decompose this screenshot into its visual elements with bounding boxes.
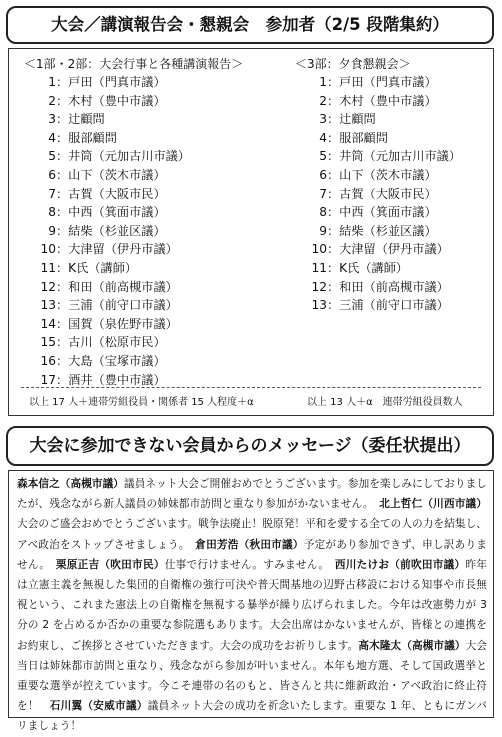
participant-number: 12 xyxy=(40,279,56,294)
participant-entry xyxy=(24,352,294,371)
participant-number: 17 xyxy=(40,372,56,387)
participant-number: 14 xyxy=(40,316,56,331)
participant-entry xyxy=(295,166,485,185)
participant-entry xyxy=(295,296,485,315)
participant-name: ：三浦（前守口市議） xyxy=(56,298,178,313)
participant-number: 13 xyxy=(311,298,327,313)
participant-name: ：辻顧問 xyxy=(327,112,376,127)
participant-entry xyxy=(24,259,294,278)
message-body: 大会のご盛会おめでとうございます。戦争法廃止！脱原発！平和を愛する全ての人の力を結集し、アベ政治をストップさせましょう。 xyxy=(17,518,487,551)
participant-number: 8 xyxy=(48,205,56,220)
participant-entry xyxy=(295,278,485,297)
participant-entry xyxy=(295,259,485,278)
message-author: 倉田芳浩（秋田市議） xyxy=(195,538,304,551)
participant-number: 11 xyxy=(311,260,327,275)
participant-name: ：結柴（杉並区議） xyxy=(327,223,437,238)
participant-name: ：K氏（講師） xyxy=(56,260,138,275)
participant-number: 10 xyxy=(40,242,56,257)
participants-title: 大会／講演報告会・懇親会 参加者（2/5 段階集約） xyxy=(6,6,494,44)
participant-number: 1 xyxy=(319,75,327,89)
participant-name: ：国賀（泉佐野市議） xyxy=(56,316,178,331)
messages-panel xyxy=(8,470,494,733)
participant-entry xyxy=(295,185,485,204)
participant-number: 4 xyxy=(319,130,327,145)
participant-number: 8 xyxy=(319,205,327,220)
message-author: 森本信之（高槻市議） xyxy=(17,478,125,490)
participant-entry xyxy=(24,129,294,148)
participant-name: ：辻顧問 xyxy=(56,112,105,127)
participant-name: ：服部顧問 xyxy=(327,130,388,145)
participant-entry xyxy=(24,333,294,352)
participant-name: ：酒井（豊中市議） xyxy=(56,372,166,387)
participant-entry xyxy=(295,92,485,111)
participant-entry xyxy=(295,222,485,241)
messages-title: 大会に参加できない会員からのメッセージ（委任状提出） xyxy=(6,426,494,466)
participant-number: 6 xyxy=(48,167,56,182)
participant-number: 9 xyxy=(319,223,327,238)
participant-entry xyxy=(24,92,294,111)
message-body: 議員ネット大会の成功を祈念いたします。重要な 1 年、ともにガンバリましょう！ xyxy=(17,700,487,733)
participant-entry xyxy=(24,147,294,166)
participant-number: 4 xyxy=(48,130,56,145)
message-author: 西川たけお（前吹田市議） xyxy=(334,558,466,571)
participant-number: 5 xyxy=(48,149,56,164)
participant-entry xyxy=(24,185,294,204)
participant-number: 3 xyxy=(48,112,56,127)
sessions-1-2-header: ＜1部・2部：大会行事と各種講演報告＞ xyxy=(24,57,244,71)
participant-number: 10 xyxy=(311,242,327,257)
participant-entry xyxy=(24,73,294,92)
participant-entry xyxy=(295,73,485,92)
message-author: 石川翼（安威市議） xyxy=(49,700,148,713)
participant-name: ：K氏（講師） xyxy=(327,260,409,275)
participant-entry xyxy=(24,166,294,185)
participant-entry xyxy=(295,129,485,148)
participant-number: 2 xyxy=(319,93,327,108)
message-body: 大会当日は姉妹都市訪問と重なり、残念ながら参加が叶いません。本年も地方選、そして国政選挙と重要な選挙が控えています。今こそ連帯の名のもと、皆さんと共に維新政治・アベ政治に終止符を！ xyxy=(17,639,488,713)
participant-number: 3 xyxy=(319,112,327,127)
dinner-party-header: ＜3部：夕食懇親会＞ xyxy=(295,57,411,71)
participant-entry xyxy=(24,240,294,259)
participant-name: ：木村（豊中市議） xyxy=(327,93,437,108)
dinner-party-total: 以上 13 人＋α 連帯労組役員数人 xyxy=(307,397,463,408)
participant-entry xyxy=(295,203,485,222)
message-author: 高木隆太（高槻市議） xyxy=(358,639,466,652)
participant-name: ：大津留（伊丹市議） xyxy=(56,242,178,257)
participant-number: 1 xyxy=(48,75,56,89)
participant-name: ：山下（茨木市議） xyxy=(56,167,166,182)
participant-entry xyxy=(24,315,294,334)
participant-name: ：和田（前高槻市議） xyxy=(56,279,178,294)
message-body: 昨年は立憲主義を無視した集団的自衛権の強行可決や普天間基地の辺野古移設における知事や市長無視という、これまた憲法上の自衛権を無視する暴挙が繰り広げられました。今年は改憲勢力が 3 分の 2 を占めるか否かの重要な参院選もあります。大会出席はかないませんが、皆様との連携をお約束し、ご挨拶とさせていただきます。大会の成功をお祈りします。 xyxy=(17,558,488,652)
participant-entry xyxy=(24,296,294,315)
participant-name: ：大島（宝塚市議） xyxy=(56,353,166,368)
participant-number: 2 xyxy=(48,93,56,108)
participant-name: ：井筒（元加古川市議） xyxy=(56,149,191,164)
participant-number: 5 xyxy=(319,149,327,164)
participant-number: 11 xyxy=(40,260,56,275)
participant-name: ：大津留（伊丹市議） xyxy=(327,242,449,257)
participants-panel xyxy=(8,48,494,416)
participant-name: ：古賀（大阪市民） xyxy=(327,186,437,201)
divider xyxy=(21,387,481,388)
participant-name: ：服部顧問 xyxy=(56,130,117,145)
participant-entry xyxy=(24,278,294,297)
participant-number: 6 xyxy=(319,167,327,182)
sessions-1-2-list xyxy=(24,55,294,389)
sessions-1-2-total: 以上 17 人＋連帯労組役員・関係者 15 人程度＋α xyxy=(29,397,254,408)
participant-entry xyxy=(24,110,294,129)
participant-name: ：中西（箕面市議） xyxy=(56,205,166,220)
message-author: 北上哲仁（川西市議） xyxy=(379,498,488,511)
participant-entry xyxy=(295,147,485,166)
participant-name: ：中西（箕面市議） xyxy=(327,205,437,220)
participant-number: 9 xyxy=(48,223,56,238)
dinner-party-list xyxy=(295,55,485,315)
participant-entry xyxy=(24,222,294,241)
participant-entry xyxy=(295,110,485,129)
participant-name: ：三浦（前守口市議） xyxy=(327,298,449,313)
participant-name: ：山下（茨木市議） xyxy=(327,167,437,182)
participant-number: 15 xyxy=(40,335,56,350)
participant-number: 7 xyxy=(48,186,56,201)
participant-name: ：戸田（門真市議） xyxy=(327,75,437,89)
message-body: 議員ネット大会ご開催おめでとうございます。参加を楽しみにしておりましたが、残念ながら新人議員の姉妹都市訪問と重なり参加がかないません。 xyxy=(17,478,487,511)
participant-number: 12 xyxy=(311,279,327,294)
participant-name: ：戸田（門真市議） xyxy=(56,75,166,89)
participant-number: 16 xyxy=(40,353,56,368)
message-author: 栗原正吉（吹田市民） xyxy=(55,558,165,571)
participant-entry xyxy=(24,203,294,222)
participant-name: ：古川（松原市民） xyxy=(56,335,166,350)
participant-name: ：和田（前高槻市議） xyxy=(327,279,449,294)
participant-name: ：結柴（杉並区議） xyxy=(56,223,166,238)
participant-name: ：古賀（大阪市民） xyxy=(56,186,166,201)
messages-text xyxy=(17,474,487,737)
participant-name: ：木村（豊中市議） xyxy=(56,93,166,108)
participant-number: 13 xyxy=(40,298,56,313)
participant-name: ：井筒（元加古川市議） xyxy=(327,149,462,164)
participant-entry xyxy=(295,240,485,259)
message-body: 予定があり参加できず、申し訳ありません。 xyxy=(17,538,487,571)
message-body: 仕事で行けません。すみません。 xyxy=(164,558,335,571)
participant-number: 7 xyxy=(319,186,327,201)
